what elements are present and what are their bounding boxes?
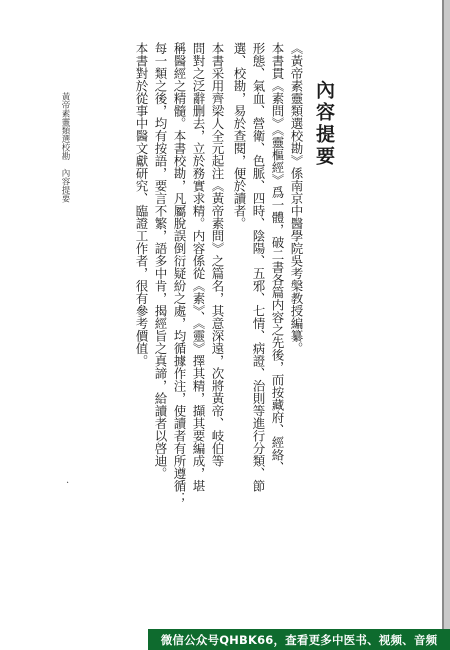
page-edge [442,0,450,650]
running-header: 黃帝素靈類選校勘 內容提要 [60,92,70,203]
page-title: 內容提要 [313,80,335,168]
banner-text: 微信公众号QHBK66，查看更多中医书、视频、音频 [160,632,438,647]
text-column-6: 問對之泛辭删去，立於務實求精。内容係從《素》、《靈》擇其精，擷其要編成，堪 [191,42,206,492]
page-mark: · [66,478,70,489]
text-column-3: 形態、氣血、營衛、色脈、四時、陰陽、五邪、七情、病證、治則等進行分類、節 [251,42,266,492]
text-column-5: 本書采用齊梁人全元起注《黃帝素問》之篇名，其意深遠，次將黃帝、岐伯等 [210,42,225,467]
text-column-8: 每一類之後，均有按語，要言不繁，語多中肯，揭經旨之真諦，給讀者以啓迪。 [153,42,168,480]
text-column-4: 選、校勘，易於查閱，便於讀者。 [232,42,247,230]
text-column-1: 《黃帝素靈類選校勘》係南京中醫學院吳考槃教授編纂。 [289,42,304,355]
text-column-7: 稱醫經之精髓。本書校勘，凡屬脫誤倒衍疑紛之處，均循據作注，使讀者有所遵循； [172,42,187,505]
text-column-9: 本書對於從事中醫文獻研究、臨證工作者，很有參考價值。 [134,42,149,367]
watermark-banner [148,629,450,650]
text-column-2: 本書貫《素問》《靈樞經》爲一體，破二書各篇内容之先後，而按藏府、經絡、 [270,42,285,474]
